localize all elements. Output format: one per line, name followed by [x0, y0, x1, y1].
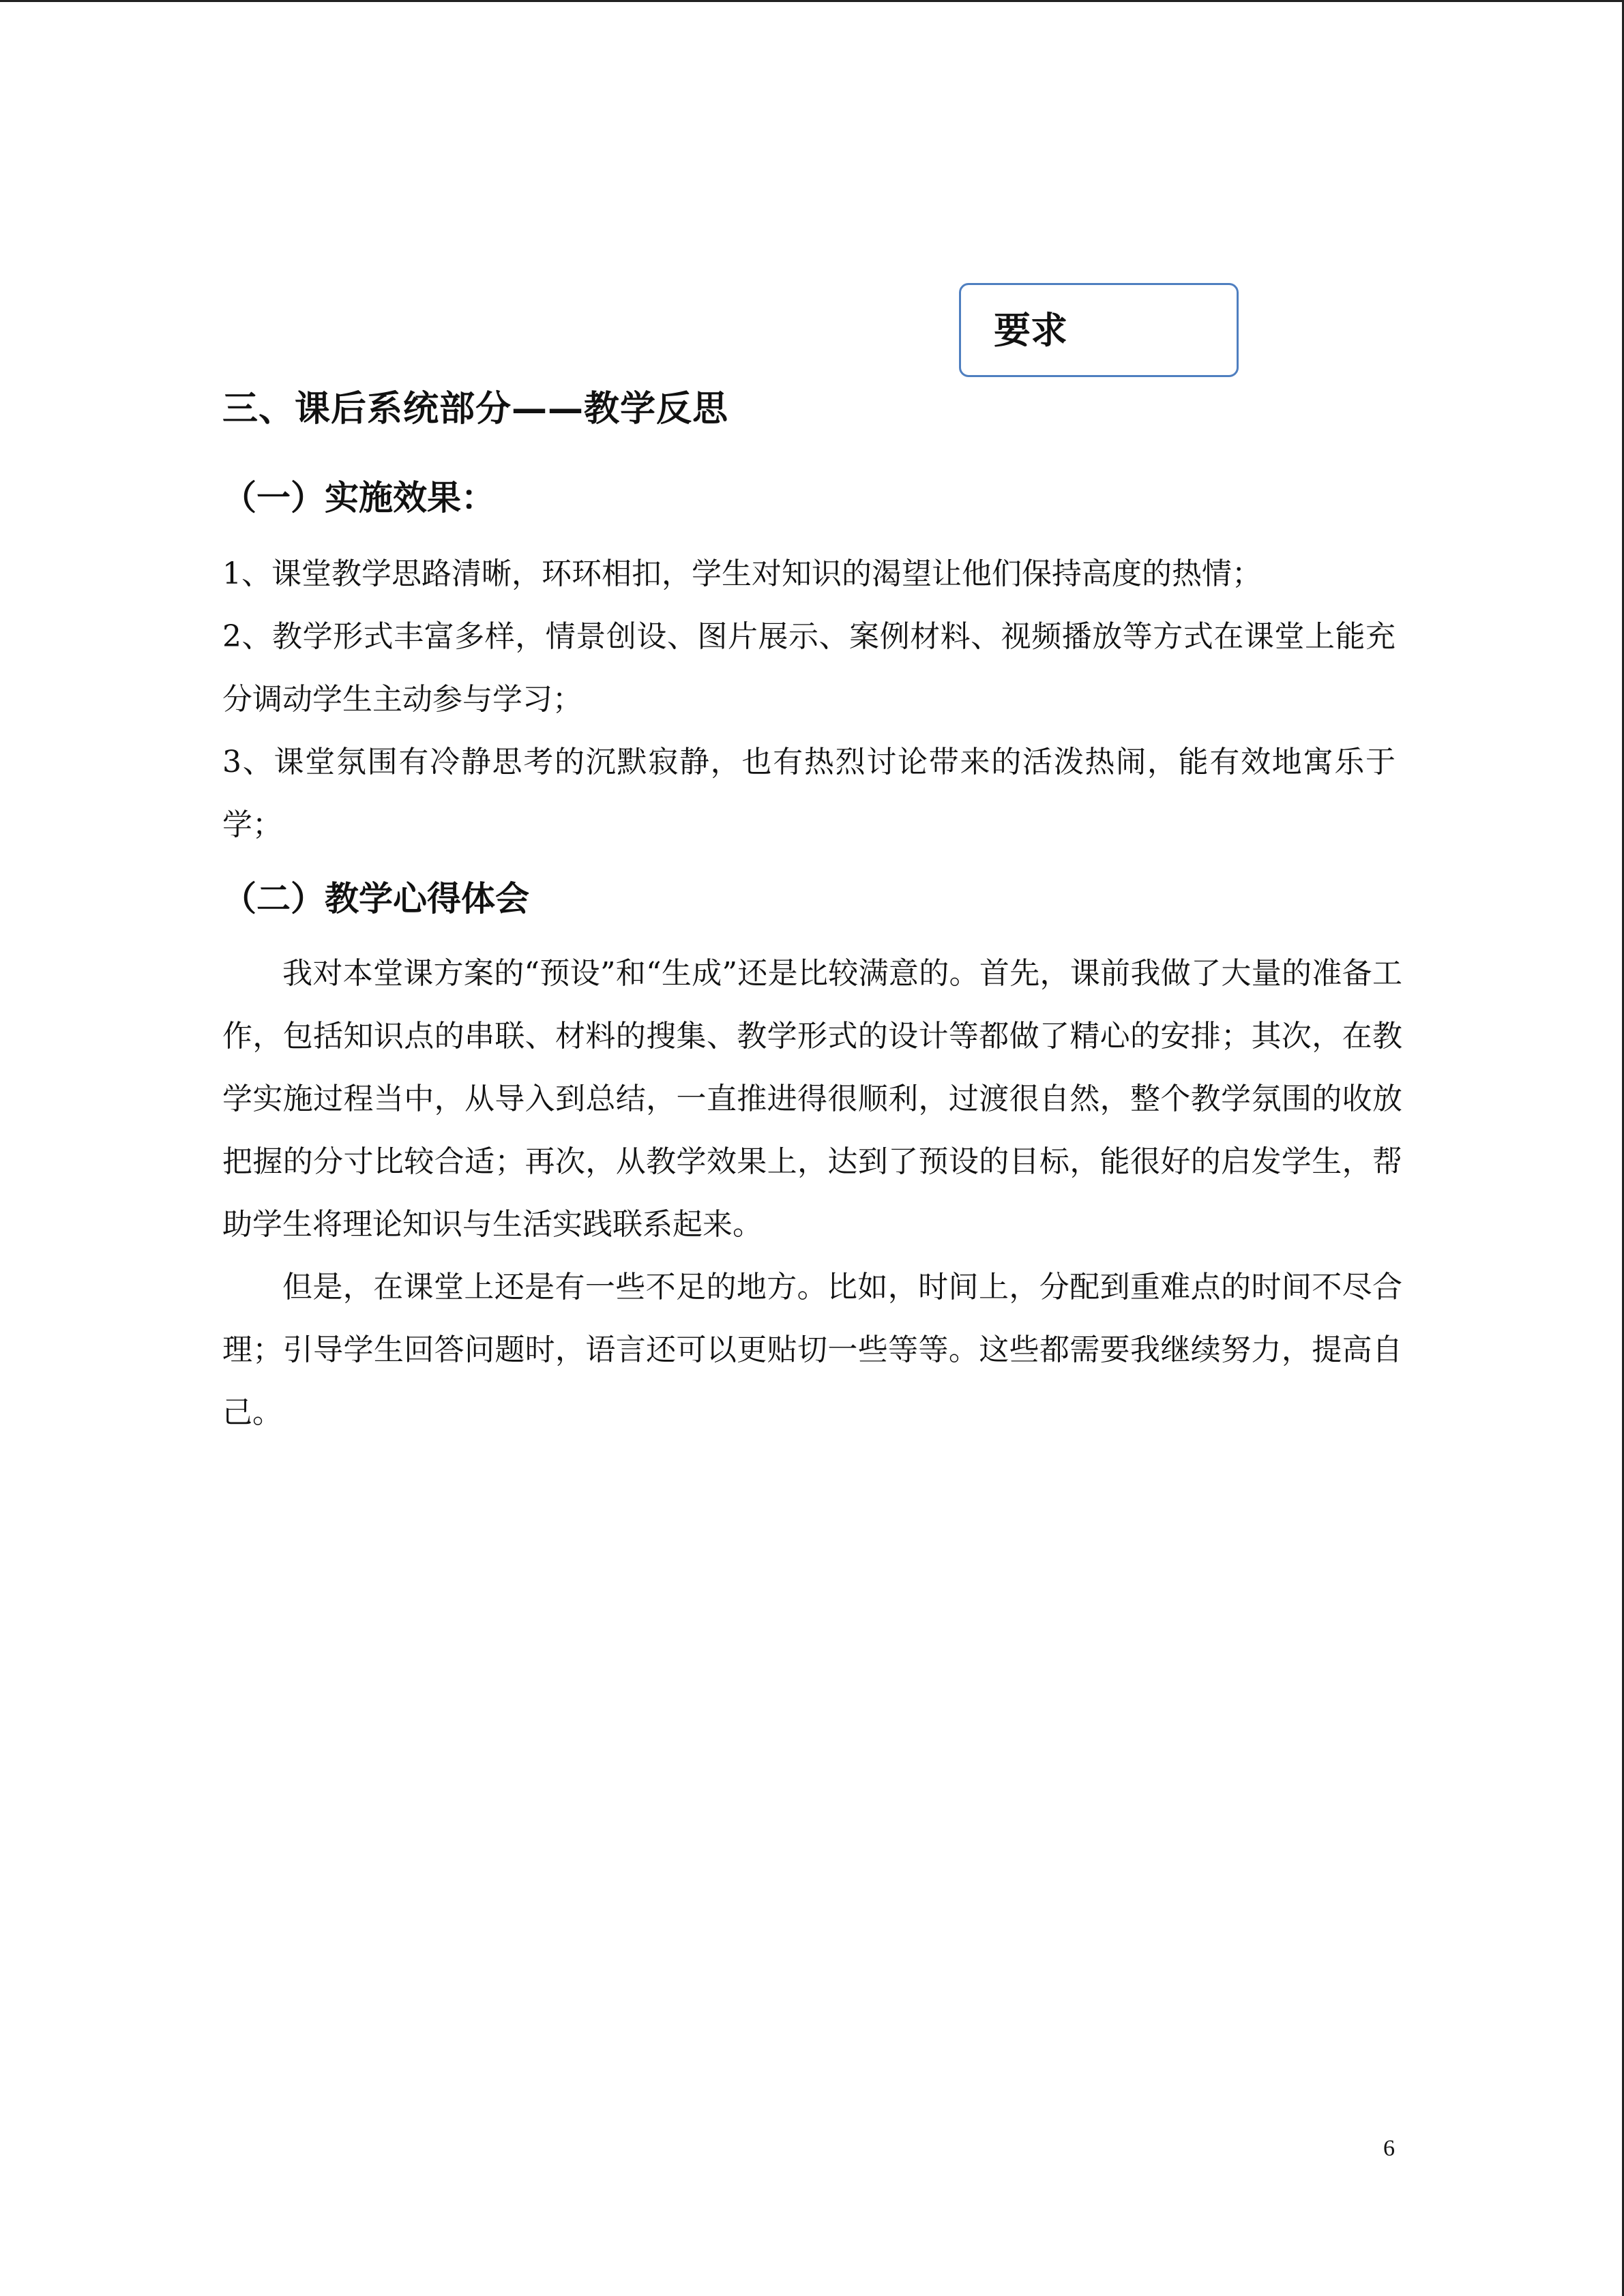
section-title: 三、课后系统部分——教学反思	[222, 389, 729, 430]
reflection-paragraph: 我对本堂课方案的“预设”和“生成”还是比较满意的。首先，课前我做了大量的准备工作，包括知识点的串联、材料的搜集、教学形式的设计等都做了精心的安排；其次，在教学实施过程当中，从导入到总结，一直推进得很顺利，过渡很自然，整个教学氛围的收放把握的分寸比较合适；再次，从教学效果上，达到了预设的目标，能很好的启发学生，帮助学生将理论知识与生活实践联系起来。	[222, 956, 1402, 1242]
reflections-body	[222, 942, 1402, 1444]
reflections-heading: （二）教学心得体会	[222, 879, 529, 919]
effects-list	[222, 543, 1396, 856]
page-number: 6	[1383, 2136, 1395, 2161]
effects-item: 2、教学形式丰富多样，情景创设、图片展示、案例材料、视频播放等方式在课堂上能充分调动学生主动参与学习；	[222, 619, 1396, 717]
reflection-paragraph: 但是，在课堂上还是有一些不足的地方。比如，时间上，分配到重难点的时间不尽合理；引导学生回答问题时，语言还可以更贴切一些等等。这些都需要我继续努力，提高自己。	[222, 1270, 1402, 1430]
requirement-label: 要求	[994, 308, 1067, 352]
effects-heading: （一）实施效果：	[222, 478, 495, 518]
effects-item: 3、课堂氛围有冷静思考的沉默寂静，也有热烈讨论带来的活泼热闹，能有效地寓乐于学；	[222, 745, 1396, 842]
requirement-box	[959, 283, 1239, 377]
effects-item: 1、课堂教学思路清晰，环环相扣，学生对知识的渴望让他们保持高度的热情；	[222, 556, 1262, 591]
